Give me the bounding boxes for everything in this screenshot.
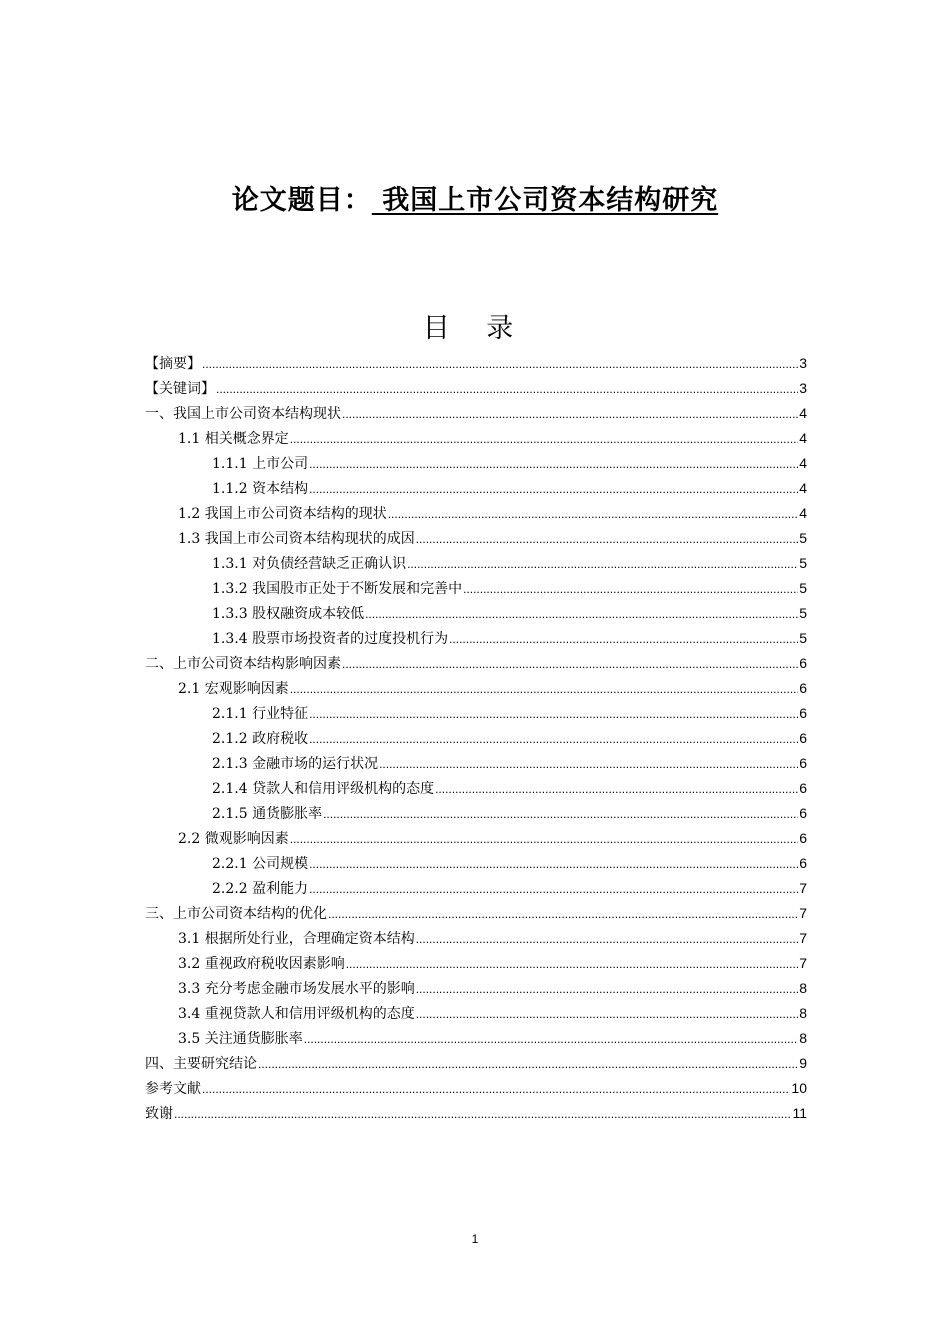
toc-dot-leader [416,982,798,996]
toc-entry-page: 5 [799,530,807,546]
toc-entry[interactable] [145,803,807,828]
toc-entry-title: 三、上市公司资本结构的优化 [145,906,327,922]
toc-entry-title: 1.1.1 上市公司 [212,456,309,472]
toc-entry-page: 5 [799,605,807,621]
toc-entry[interactable] [145,828,807,853]
toc-entry-title: 1.3 我国上市公司资本结构现状的成因 [178,531,415,547]
toc-dot-leader [346,957,798,971]
toc-entry[interactable] [145,628,807,653]
toc-entry[interactable] [145,528,807,553]
toc-dot-leader [435,782,798,796]
toc-entry-page: 4 [799,455,807,471]
toc-entry-title: 2.2 微观影响因素 [178,831,289,847]
toc-entry-page: 3 [799,380,807,396]
toc-entry-title: 1.3.3 股权融资成本较低 [212,606,365,622]
toc-entry[interactable] [145,753,807,778]
toc-dot-leader [342,407,798,421]
toc-entry[interactable] [145,678,807,703]
toc-dot-leader [290,432,798,446]
toc-entry[interactable] [145,928,807,953]
toc-dot-leader [463,582,798,596]
toc-entry[interactable] [145,1028,807,1053]
toc-entry-title: 【关键词】 [145,381,215,397]
toc-entry-page: 8 [799,1030,807,1046]
thesis-title-value: 我国上市公司资本结构研究 [371,185,719,216]
toc-entry-page: 4 [799,405,807,421]
toc-dot-leader [388,507,798,521]
toc-entry-title: 一、我国上市公司资本结构现状 [145,406,341,422]
toc-entry-page: 7 [799,930,807,946]
toc-entry-page: 10 [791,1080,807,1096]
thesis-title-label: 论文题目： [231,185,372,216]
toc-entry-page: 6 [799,730,807,746]
toc-entry-title: 【摘要】 [145,356,201,372]
toc-entry-page: 6 [799,705,807,721]
toc-entry-title: 2.1.5 通货膨胀率 [212,806,323,822]
toc-entry-title: 3.4 重视贷款人和信用评级机构的态度 [178,1006,415,1022]
toc-entry[interactable] [145,953,807,978]
toc-entry-page: 5 [799,580,807,596]
toc-entry-title: 2.2.1 公司规模 [212,856,309,872]
toc-entry-page: 3 [799,355,807,371]
toc-dot-leader [309,732,798,746]
toc-dot-leader [379,757,798,771]
toc-entry-page: 7 [799,880,807,896]
toc-heading: 目 录 [422,313,528,344]
toc-dot-leader [202,357,798,371]
toc-entry-page: 8 [799,1005,807,1021]
toc-entry-page: 6 [799,680,807,696]
toc-entry[interactable] [145,703,807,728]
toc-entry-title: 1.3.2 我国股市正处于不断发展和完善中 [212,581,463,597]
toc-dot-leader [323,807,798,821]
toc-entry-title: 1.3.4 股票市场投资者的过度投机行为 [212,631,449,647]
toc-dot-leader [309,857,798,871]
toc-entry-page: 7 [799,905,807,921]
toc-entry-title: 二、上市公司资本结构影响因素 [145,656,341,672]
toc-entry-page: 4 [799,505,807,521]
toc-entry[interactable] [145,553,807,578]
toc-dot-leader [328,907,798,921]
toc-entry-title: 3.3 充分考虑金融市场发展水平的影响 [178,981,415,997]
toc-entry-page: 8 [799,980,807,996]
toc-entry-title: 2.1.2 政府税收 [212,731,309,747]
page-number: 1 [471,1232,479,1246]
toc-dot-leader [416,532,798,546]
toc-dot-leader [365,607,798,621]
toc-entry[interactable] [145,853,807,878]
toc-entry-title: 2.1.4 贷款人和信用评级机构的态度 [212,781,435,797]
toc-dot-leader [309,482,798,496]
toc-entry-page: 11 [792,1105,807,1121]
toc-entry-page: 5 [799,630,807,646]
toc-entry-title: 参考文献 [145,1081,201,1097]
toc-entry[interactable] [145,478,807,503]
toc-entry-page: 6 [799,830,807,846]
toc-entry-page: 5 [799,555,807,571]
toc-dot-leader [202,1082,790,1096]
toc-entry[interactable] [145,353,807,378]
toc-entry-title: 1.3.1 对负债经营缺乏正确认识 [212,556,407,572]
toc-dot-leader [449,632,798,646]
toc-entry-page: 6 [799,855,807,871]
toc-entry[interactable] [145,428,807,453]
toc-entry-title: 3.5 关注通货膨胀率 [178,1031,303,1047]
toc-entry[interactable] [145,778,807,803]
toc-entry[interactable] [145,728,807,753]
thesis-title [0,178,950,217]
toc-dot-leader [290,832,798,846]
toc-dot-leader [309,707,798,721]
toc-entry-title: 3.1 根据所处行业，合理确定资本结构 [178,931,415,947]
toc-entry-title: 3.2 重视政府税收因素影响 [178,956,345,972]
toc-dot-leader [407,557,798,571]
toc-entry[interactable] [145,503,807,528]
toc-entry[interactable] [145,653,807,678]
toc-dot-leader [304,1032,798,1046]
toc-entry[interactable] [145,603,807,628]
toc-dot-leader [309,457,798,471]
toc-dot-leader [309,882,798,896]
toc-dot-leader [258,1057,798,1071]
toc-entry[interactable] [145,1053,807,1078]
toc-entry[interactable] [145,1078,807,1103]
toc-dot-leader [342,657,798,671]
toc-dot-leader [174,1107,791,1121]
toc-entry-page: 9 [799,1055,807,1071]
toc-entry[interactable] [145,978,807,1003]
toc-entry-page: 4 [799,430,807,446]
toc-entry[interactable] [145,578,807,603]
toc-entry-title: 1.1.2 资本结构 [212,481,309,497]
toc-dot-leader [416,932,798,946]
toc-entry[interactable] [145,878,807,903]
toc-entry-page: 6 [799,655,807,671]
toc-entry[interactable] [145,903,807,928]
toc-entry-title: 四、主要研究结论 [145,1056,257,1072]
toc-entry-title: 2.1.1 行业特征 [212,706,309,722]
toc-entry[interactable] [145,453,807,478]
toc-dot-leader [216,382,798,396]
toc-entry-page: 6 [799,755,807,771]
toc-entry-title: 1.1 相关概念界定 [178,431,289,447]
toc-dot-leader [416,1007,798,1021]
toc-entry-title: 2.2.2 盈利能力 [212,881,309,897]
toc-entry-title: 2.1.3 金融市场的运行状况 [212,756,379,772]
toc-entry[interactable] [145,378,807,403]
toc-dot-leader [290,682,798,696]
toc-entry[interactable] [145,1003,807,1028]
toc-entry[interactable] [145,403,807,428]
toc-entry-title: 2.1 宏观影响因素 [178,681,289,697]
toc-entry-title: 致谢 [145,1106,173,1122]
toc-entry-page: 6 [799,805,807,821]
toc-entry-page: 6 [799,780,807,796]
toc-entry-page: 7 [799,955,807,971]
toc-entry[interactable] [145,1103,807,1128]
toc-entry-title: 1.2 我国上市公司资本结构的现状 [178,506,387,522]
table-of-contents [145,353,807,1128]
toc-entry-page: 4 [799,480,807,496]
